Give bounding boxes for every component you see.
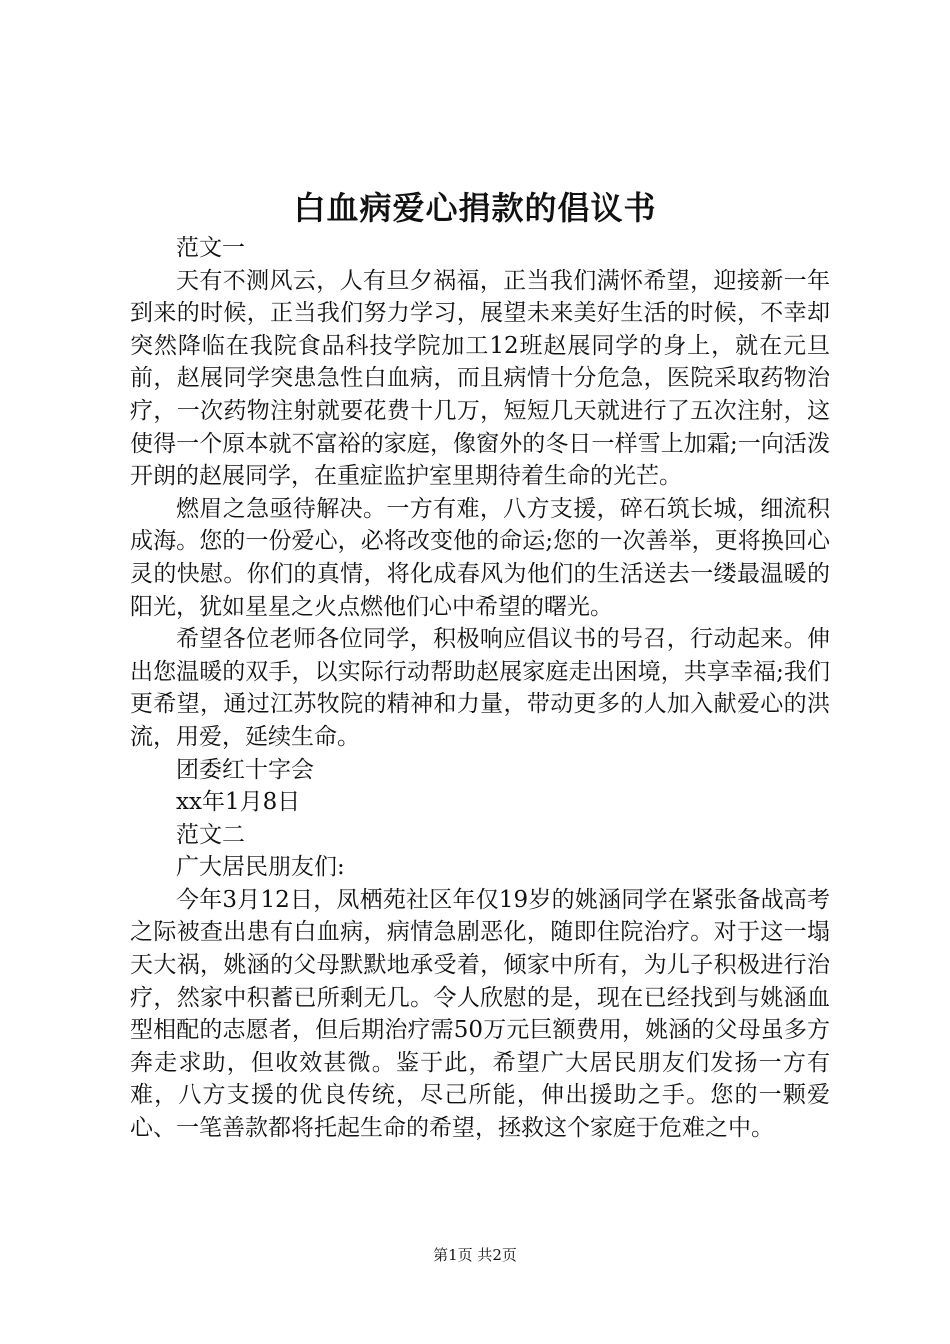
body-paragraph: 今年3月12日，凤栖苑社区年仅19岁的姚涵同学在紧张备战高考之际被查出患有白血病，病情急剧恶化，随即住院治疗。对于这一塌天大祸，姚涵的父母默默地承受着，倾家中所有，为儿子积极进行治疗，然家中积蓄已所剩无几。令人欣慰的是，现在已经找到与姚涵血型相配的志愿者，但后期治疗需50万元巨额费用，姚涵的父母虽多方奔走求助，但收效甚微。鉴于此，希望广大居民朋友们发扬一方有难，八方支援的优良传统，尽己所能，伸出援助之手。您的一颗爱心、一笔善款都将托起生命的希望，拯救这个家庭于危难之中。	[130, 886, 830, 1142]
document-title: 白血病爱心捐款的倡议书	[293, 189, 657, 227]
signature-date: xx年1月8日	[176, 789, 301, 816]
body-paragraph: 燃眉之急亟待解决。一方有难，八方支援，碎石筑长城，细流积成海。您的一份爱心，必将改变他的命运;您的一次善举，更将换回心灵的快慰。你们的真情，将化成春风为他们的生活送去一缕最温暖的阳光，犹如星星之火点燃他们心中希望的曙光。	[130, 495, 830, 620]
document-body	[130, 232, 830, 1145]
section-heading-1: 范文一	[176, 235, 245, 261]
signature-org: 团委红十字会	[176, 756, 314, 783]
salutation: 广大居民朋友们:	[176, 854, 345, 881]
section-heading-2: 范文二	[176, 821, 245, 848]
body-paragraph: 希望各位老师各位同学，积极响应倡议书的号召，行动起来。伸出您温暖的双手，以实际行动帮助赵展家庭走出困境，共享幸福;我们更希望，通过江苏牧院的精神和力量，带动更多的人加入献爱心的洪流，用爱，延续生命。	[130, 626, 830, 750]
body-paragraph: 天有不测风云，人有旦夕祸福，正当我们满怀希望，迎接新一年到来的时候，正当我们努力学习，展望未来美好生活的时候，不幸却突然降临在我院食品科技学院加工12班赵展同学的身上，就在元旦前，赵展同学突患急性白血病，而且病情十分危急，医院采取药物治疗，一次药物注射就要花费十几万，短短几天就进行了五次注射，这使得一个原本就不富裕的家庭，像窗外的冬日一样雪上加霜;一向活泼开朗的赵展同学，在重症监护室里期待着生命的光芒。	[130, 267, 830, 490]
page-number-footer: 第1页 共2页	[433, 1246, 517, 1264]
